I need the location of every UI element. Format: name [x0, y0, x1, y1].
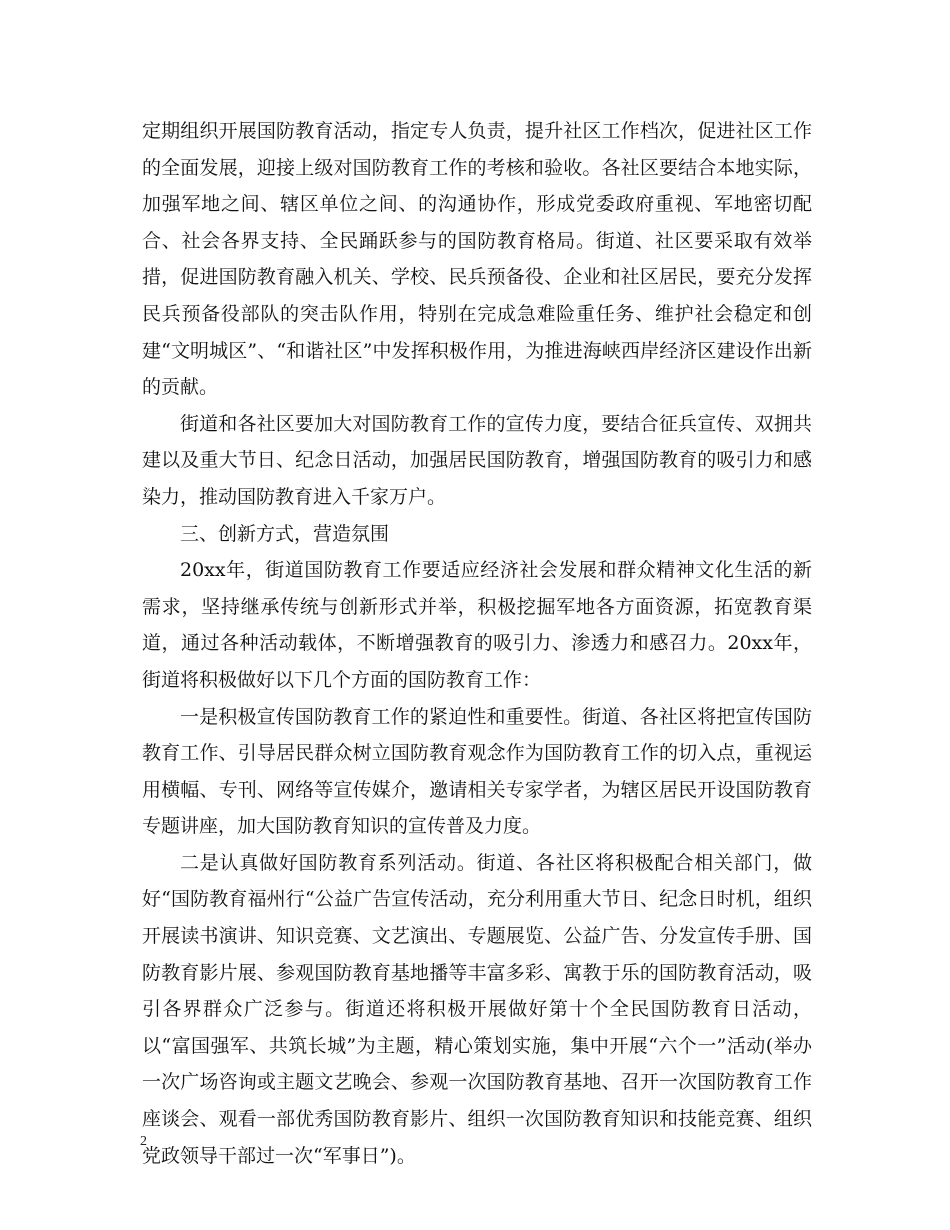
section-heading: 三、创新方式，营造氛围 [180, 522, 390, 545]
paragraph-1: 定期组织开展国防教育活动，指定专人负责，提升社区工作档次，促进社区工作的全面发展，迎接上级对国防教育工作的考核和验收。各社区要结合本地实际，加强军地之间、辖区单位之间、的沟通协作，形成党委政府重视、军地密切配合、社会各界支持、全民踊跃参与的国防教育格局。街道、社区要采取有效举措，促进国防教育融入机关、学校、民兵预备役、企业和社区居民，要充分发挥民兵预备役部队的突击队作用，特别在完成急难险重任务、维护社会稳定和创建“文明城区”、“和谐社区”中发挥积极作用，为推进海峡西岸经济区建设作出新的贡献。 [142, 120, 812, 399]
paragraph-5: 二是认真做好国防教育系列活动。街道、各社区将积极配合相关部门，做好“国防教育福州行“公益广告宣传活动，充分利用重大节日、纪念日时机，组织开展读书演讲、知识竞赛、文艺演出、专题展览、公益广告、分发宣传手册、国防教育影片展、参观国防教育基地播等丰富多彩、寓教于乐的国防教育活动，吸引各界群众广泛参与。街道还将积极开展做好第十个全民国防教育日活动，以“富国强军、共筑长城”为主题，精心策划实施，集中开展“六个一”活动(举办一次广场咨询或主题文艺晚会、参观一次国防教育基地、召开一次国防教育工作座谈会、观看一部优秀国防教育影片、组织一次国防教育知识和技能竞赛、组织党政领导干部过一次“军事日”)。 [142, 851, 812, 1167]
paragraph-2: 街道和各社区要加大对国防教育工作的宣传力度，要结合征兵宣传、双拥共建以及重大节日、纪念日活动，加强居民国防教育，增强国防教育的吸引力和感染力，推动国防教育进入千家万户。 [142, 412, 812, 508]
paragraph-4: 一是积极宣传国防教育工作的紧迫性和重要性。街道、各社区将把宣传国防教育工作、引导居民群众树立国防教育观念作为国防教育工作的切入点，重视运用横幅、专刊、网络等宣传媒介，邀请相关专家学者，为辖区居民开设国防教育专题讲座，加大国防教育知识的宣传普及力度。 [142, 705, 812, 838]
document-body [142, 113, 812, 1174]
page-number: 2 [140, 1134, 147, 1149]
paragraph-3: 20xx年，街道国防教育工作要适应经济社会发展和群众精神文化生活的新需求，坚持继承传统与创新形式并举，积极挖掘军地各方面资源，拓宽教育渠道，通过各种活动载体，不断增强教育的吸引力、渗透力和感召力。20xx年，街道将积极做好以下几个方面的国防教育工作： [142, 559, 812, 691]
